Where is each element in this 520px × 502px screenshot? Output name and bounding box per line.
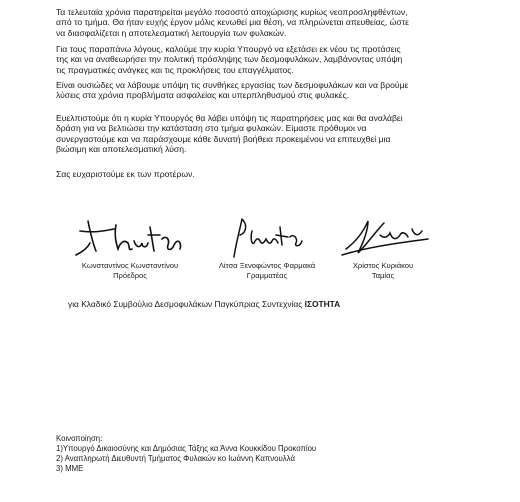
paragraph-thanks [56,169,476,179]
text-line: να διασφαλίζεται η αποτελεσματική λειτουργία των φυλακών. [56,27,287,38]
cc-item: 2) Αναπληρωτή Διευθυντή Τμήματος Φυλακών κο Ιωάννη Καπνουλλά [56,454,295,463]
text-line: Σας ευχαριστούμε εκ των προτέρων. [56,169,195,179]
signatory-role: Γραμματέας [246,270,288,280]
paragraph-working-conditions [56,80,476,101]
cc-item: 3) ΜΜΕ [56,464,84,473]
signature-block-treasurer [318,213,448,280]
text-line: λύσεις στα χρόνια προβλήματα ασφαλείας και υπερπληθυσμού στις φυλακές. [56,90,350,101]
signatory-role: Πρόεδρος [113,270,147,280]
union-name: ΙΣΟΤΗΤΑ [304,299,341,309]
cc-item: 1)Υπουργό Δικαιοσύνης και Δημόσιας Τάξης κα Άννα Κουκκίδου Προκοπίου [56,444,317,453]
text-line: Είναι ουσιώδες να λάβουμε υπόψη τις συνθήκες εργασίας των δεσμοφυλάκων και να βρούμε [56,80,409,90]
cc-list [56,434,316,474]
paragraph-request-minister [56,44,476,75]
text-line: Τα τελευταία χρόνια παρατηρείται μεγάλο ποσοστό αποχώρισης κυρίως νεοπροσληφθέντων, [56,7,408,17]
signatory-name: Λίτσα Ξενοφώντος Φαρμακά [218,261,316,270]
text-line: βιώσιμη και αποτελεσματική λύση. [56,144,187,155]
text-line: συνεργαστούμε και να παράσχουμε κάθε δυνατή βοήθεια προκειμένου να επιτευχθεί μια [56,133,391,144]
text-line: Ευελπιστούμε ότι η κυρία Υπουργός θα λάβει υπόψη τις παρατηρήσεις μας και θα αναλάβει [56,113,403,123]
signature-block-secretary [197,213,337,280]
union-signoff [68,299,340,309]
text-line: από το τμήμα. Θα ήταν ευχής έργον μόλις κενωθεί μια θέση, να πληρώνεται απευθείας, ώστε [56,17,409,28]
handwritten-signature-treasurer [328,213,438,261]
handwritten-signature-secretary [212,213,322,261]
cc-title: Κοινοποίηση: [56,434,103,443]
text-line: Για τους παραπάνω λόγους, καλούμε την κυρία Υπουργό να εξετάσει εκ νέου τις προτάσεις [56,44,401,54]
signatory-role: Ταμίας [371,270,395,280]
paragraph-staff-departures [56,7,476,38]
signature-block-president [60,213,200,280]
union-signoff-prefix: για Κλαδικό Συμβούλιο Δεσμοφυλάκων Παγκύπριας Συντεχνίας [68,299,303,309]
text-line: της και να αναθεωρήσει την πολιτική πρόσληψης των δεσμοφυλάκων, λαμβάνοντας υπόψη [56,54,403,65]
signatory-name: Κωνσταντίνος Κωνσταντίνου [81,261,179,270]
paragraph-hope-action [56,113,476,155]
text-line: τις πραγματικές ανάγκες και τις προκλήσεις του επαγγέλματος. [56,64,294,75]
handwritten-signature-president [70,213,190,261]
text-line: δράση για να βελτιώσει την κατάσταση στο τμήμα φυλακών. Είμαστε πρόθυμοι να [56,123,367,134]
signatory-name: Χρίστος Κυριάκου [352,261,414,270]
